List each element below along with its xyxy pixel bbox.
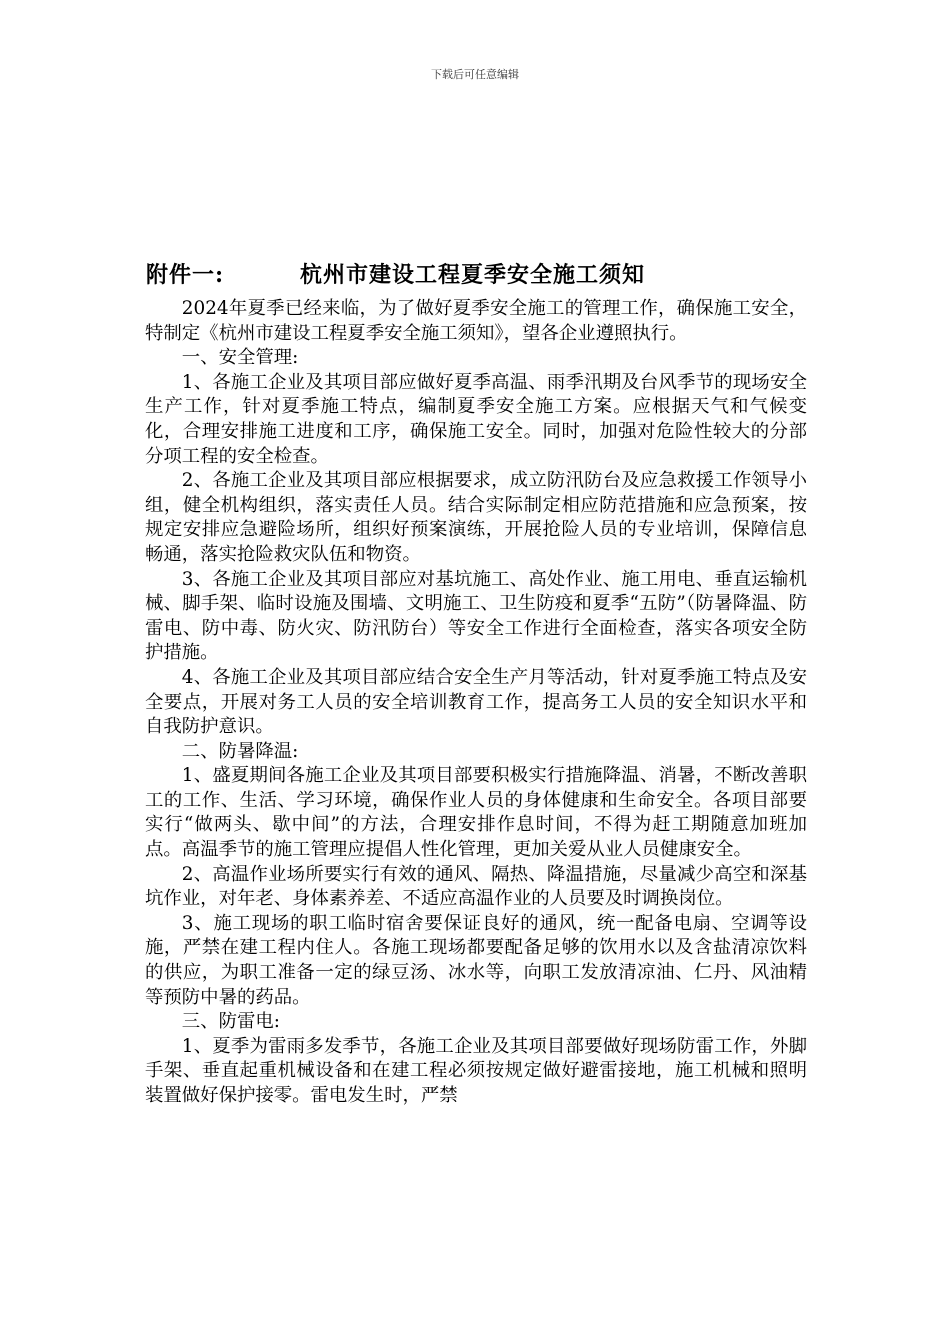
section-heading-safety-management: 一、安全管理: (181, 347, 299, 369)
title-main: 杭州市建设工程夏季安全施工须知 (300, 262, 646, 288)
document-title (146, 258, 826, 289)
title-prefix: 附件一: (146, 262, 225, 288)
paragraph: 3、各施工企业及其项目部应对基坑施工、高处作业、施工用电、垂直运输机械、脚手架、临时设施及围墙、文明施工、卫生防疫和夏季“五防”（防暑降温、防雷电、防中毒、防火灾、防汛防台）等安全工作进行全面检查，落实各项安全防护措施。 (145, 568, 807, 664)
paragraph: 1、盛夏期间各施工企业及其项目部要积极实行措施降温、消暑，不断改善职工的工作、生活、学习环境，确保作业人员的身体健康和生命安全。各项目部要实行“做两头、歇中间”的方法，合理安排作息时间，不得为赶工期随意加班加点。高温季节的施工管理应提倡人性化管理，更加关爱从业人员健康安全。 (145, 765, 807, 861)
paragraph: 4、各施工企业及其项目部应结合安全生产月等活动，针对夏季施工特点及安全要点，开展对务工人员的安全培训教育工作，提高务工人员的安全知识水平和自我防护意识。 (145, 666, 807, 738)
paragraph: 2、各施工企业及其项目部应根据要求，成立防汛防台及应急救援工作领导小组，健全机构组织，落实责任人员。结合实际制定相应防范措施和应急预案，按规定安排应急避险场所，组织好预案演练，开展抢险人员的专业培训，保障信息畅通，落实抢险救灾队伍和物资。 (145, 470, 807, 565)
intro-paragraph: 2024年夏季已经来临，为了做好夏季安全施工的管理工作，确保施工安全，特制定《杭州市建设工程夏季安全施工须知》，望各企业遵照执行。 (145, 298, 807, 344)
paragraph: 1、夏季为雷雨多发季节，各施工企业及其项目部要做好现场防雷工作，外脚手架、垂直起重机械设备和在建工程必须按规定做好避雷接地，施工机械和照明装置做好保护接零。雷电发生时，严禁 (145, 1035, 807, 1106)
paragraph: 2、高温作业场所要实行有效的通风、隔热、降温措施，尽量减少高空和深基坑作业，对年老、身体素养差、不适应高温作业的人员要及时调换岗位。 (145, 863, 807, 910)
paragraph: 3、施工现场的职工临时宿舍要保证良好的通风，统一配备电扇、空调等设施，严禁在建工程内住人。各施工现场都要配备足够的饮用水以及含盐清凉饮料的供应，为职工准备一定的绿豆汤、冰水等，向职工发放清凉油、仁丹、风油精等预防中暑的药品。 (145, 912, 807, 1008)
section-heading-lightning-protection: 三、防雷电: (181, 1011, 280, 1033)
page-header-note: 下载后可任意编辑 (431, 68, 519, 81)
section-heading-heat-prevention: 二、防暑降温: (181, 740, 299, 762)
document-body (145, 297, 807, 1109)
paragraph: 1、各施工企业及其项目部应做好夏季高温、雨季汛期及台风季节的现场安全生产工作，针对夏季施工特点，编制夏季安全施工方案。应根据天气和气候变化，合理安排施工进度和工序，确保施工安全。同时，加强对危险性较大的分部分项工程的安全检查。 (145, 371, 807, 467)
